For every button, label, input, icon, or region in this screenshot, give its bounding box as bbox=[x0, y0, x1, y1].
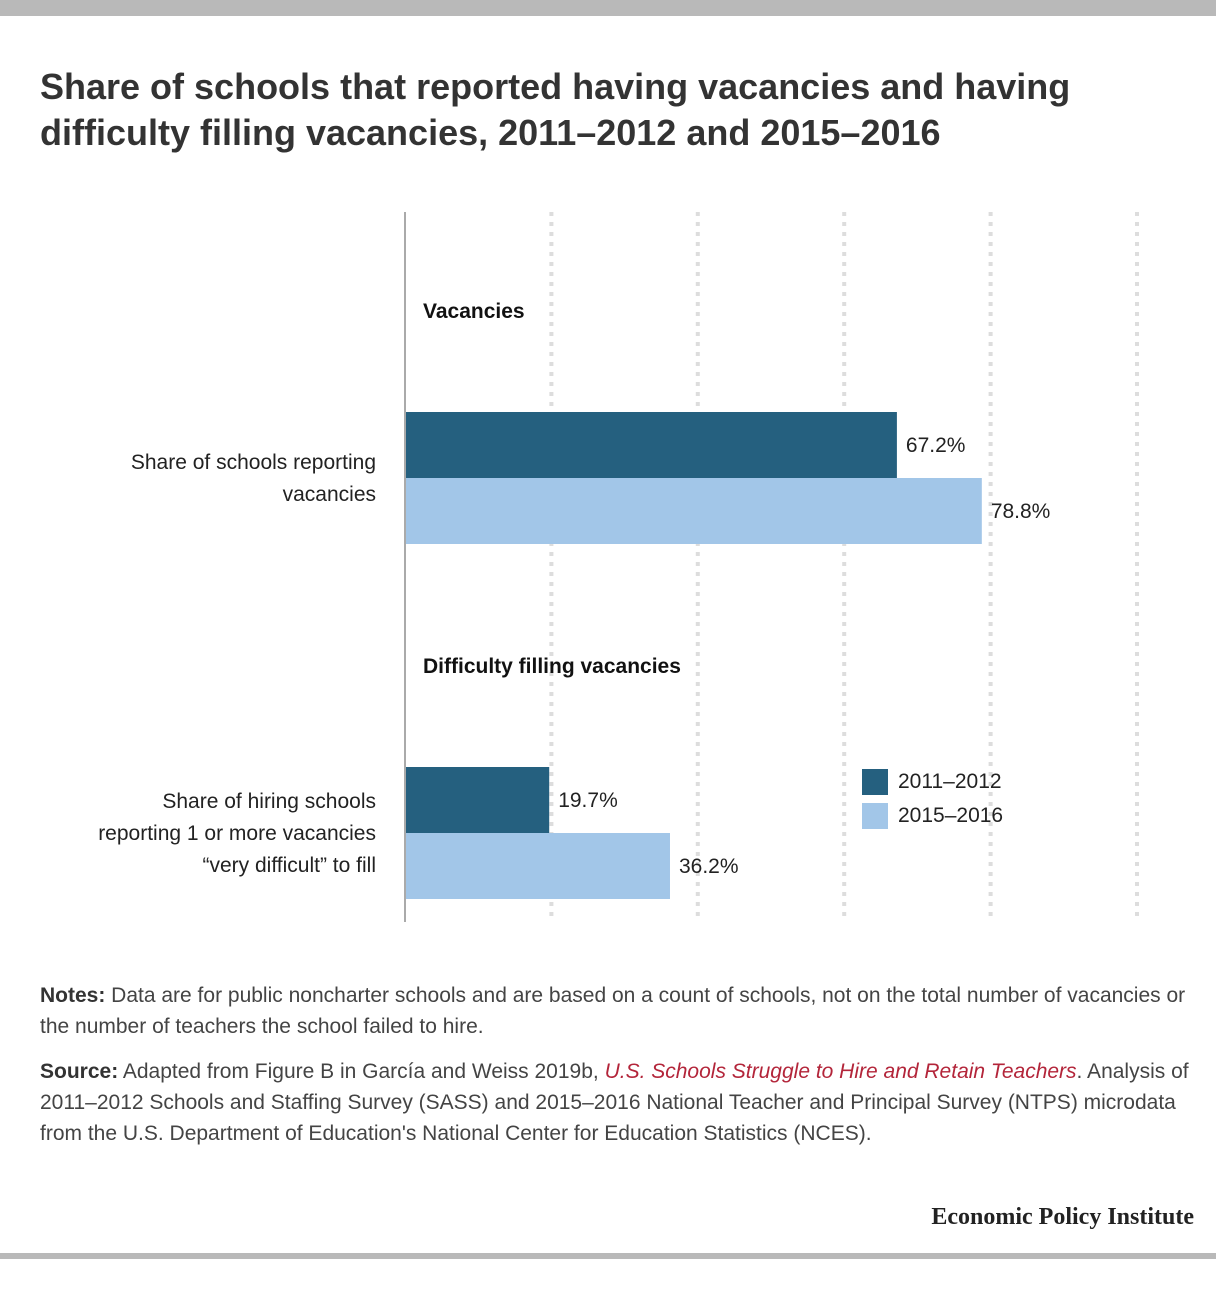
notes-text: Data are for public noncharter schools and are based on a count of schools, not on the total number of vacancies or the number of teachers the school failed to hire. bbox=[40, 984, 1186, 1038]
bar bbox=[405, 478, 982, 544]
data-label: 67.2% bbox=[905, 434, 966, 457]
data-label: 78.8% bbox=[990, 500, 1051, 523]
bottom-rule bbox=[0, 1253, 1216, 1259]
notes-label: Notes: bbox=[40, 984, 106, 1007]
top-rule bbox=[0, 0, 1216, 16]
category-label: “very difficult” to fill bbox=[202, 854, 376, 877]
notes-paragraph bbox=[40, 980, 1190, 1042]
group-heading: Vacancies bbox=[423, 300, 525, 323]
category-label: Share of schools reporting bbox=[130, 451, 376, 474]
category-label: reporting 1 or more vacancies bbox=[98, 822, 376, 845]
legend-swatch-2011 bbox=[862, 769, 888, 795]
legend-item-2011 bbox=[862, 766, 1003, 798]
legend-swatch-2015 bbox=[862, 803, 888, 829]
data-label: 19.7% bbox=[558, 789, 618, 812]
bar bbox=[405, 767, 549, 833]
chart-title: Share of schools that reported having vacancies and having difficulty filling vacancies, 2011–2012 and 2015–2016 bbox=[40, 66, 1071, 153]
bar-chart bbox=[0, 200, 1216, 930]
brand-logo-text: Economic Policy Institute bbox=[931, 1204, 1194, 1230]
legend bbox=[862, 766, 1003, 834]
group-heading: Difficulty filling vacancies bbox=[423, 655, 681, 678]
legend-label-2011: 2011–2012 bbox=[898, 770, 1002, 793]
source-text-post: . Analysis of 2011–2012 Schools and Staffing Survey (SASS) and 2015–2016 National Teacher and Principal Survey (NTPS) microdata from the U.S. Department of Education's National Center for Education Statistics (NCES). bbox=[40, 1060, 1189, 1145]
bar bbox=[405, 412, 897, 478]
notes-section bbox=[40, 980, 1190, 1163]
source-paragraph bbox=[40, 1056, 1190, 1149]
category-label: vacancies bbox=[282, 483, 376, 506]
source-link[interactable]: U.S. Schools Struggle to Hire and Retain Teachers bbox=[604, 1060, 1077, 1083]
category-label: Share of hiring schools bbox=[162, 790, 376, 813]
legend-label-2015: 2015–2016 bbox=[898, 804, 1004, 827]
source-label: Source: bbox=[40, 1060, 119, 1083]
data-label: 36.2% bbox=[678, 855, 739, 878]
source-text-pre: Adapted from Figure B in García and Weiss 2019b, bbox=[118, 1060, 605, 1083]
legend-item-2015 bbox=[862, 800, 1003, 832]
bar bbox=[405, 833, 670, 899]
